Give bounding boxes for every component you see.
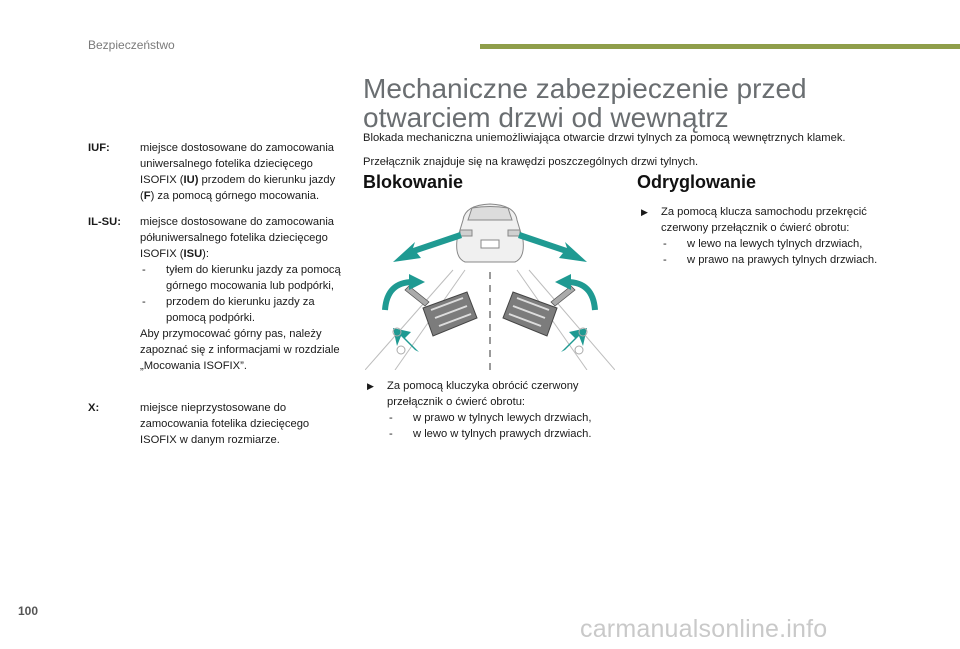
unlock-instructions — [637, 204, 897, 268]
definition-il-su — [88, 214, 343, 374]
desc-il-su: miejsce dostosowane do zamocowania półuniwersalnego fotelika dziecięcego ISOFIX (ISU): - tyłem do kierunku jazdy za pomocą górnego mocowania lub podpórki, - przodem do kierunku jazdy za pomocą podpórki. Aby przymocować górny pas, należy zapoznać się z informacjami w rozdziale „Mocowania ISOFIX”. — [140, 214, 343, 374]
list-item: - przodem do kierunku jazdy za pomocą podpórki. — [142, 296, 315, 324]
definition-x — [88, 400, 343, 448]
child-lock-illustration — [365, 200, 615, 370]
intro-text: Blokada mechaniczna uniemożliwiająca otwarcie drzwi tylnych za pomocą wewnętrznych klamek. Przełącznik znajduje się na krawędzi poszczególnych drzwi tylnych. — [363, 132, 846, 168]
car-rear-icon — [457, 204, 524, 262]
isofix-definitions — [88, 140, 343, 458]
desc-x: miejsce nieprzystosowane do zamocowania fotelika dziecięcego ISOFIX w danym rozmiarze. — [140, 402, 310, 446]
term-x: X: — [88, 402, 100, 414]
bullet-icon: ▶ — [367, 381, 374, 391]
header-accent-bar — [480, 44, 960, 49]
heading-lock: Blokowanie — [363, 172, 464, 192]
definition-iuf — [88, 140, 343, 204]
key-left-icon — [405, 286, 477, 336]
list-item: - tyłem do kierunku jazdy za pomocą górnego mocowania lub podpórki, — [142, 264, 341, 292]
section-header: Bezpieczeństwo — [88, 38, 175, 52]
list-item: ▶ Za pomocą kluczyka obrócić czerwony przełącznik o ćwierć obrotu: - w prawo w tylnych lewych drzwiach, - w lewo w tylnych prawych drzwiach. — [363, 378, 613, 442]
term-il-su: IL-SU: — [88, 216, 121, 228]
list-item: ▶ Za pomocą klucza samochodu przekręcić czerwony przełącznik o ćwierć obrotu: - w lewo na lewych tylnych drzwiach, - w prawo na prawych tylnych drzwiach. — [637, 204, 897, 268]
page-number: 100 — [18, 604, 39, 618]
bullet-icon: ▶ — [641, 207, 648, 217]
desc-iuf: miejsce dostosowane do zamocowania uniwersalnego fotelika dziecięcego ISOFIX (IU) przodem do kierunku jazdy (F) za pomocą górnego mocowania. — [140, 142, 336, 202]
heading-unlock: Odryglowanie — [637, 172, 757, 192]
arrow-right-icon — [518, 232, 587, 262]
isofix-note: Aby przymocować górny pas, należy zapoznać się z informacjami w rozdziale „Mocowania ISOFIX”. — [140, 328, 340, 372]
lock-instructions — [363, 378, 613, 442]
term-iuf: IUF: — [88, 142, 110, 154]
watermark: carmanualsonline.info — [580, 615, 828, 643]
arrow-left-icon — [393, 232, 462, 262]
page-title: Mechaniczne zabezpieczenie przed otwarciem drzwi od wewnątrz — [363, 73, 807, 133]
